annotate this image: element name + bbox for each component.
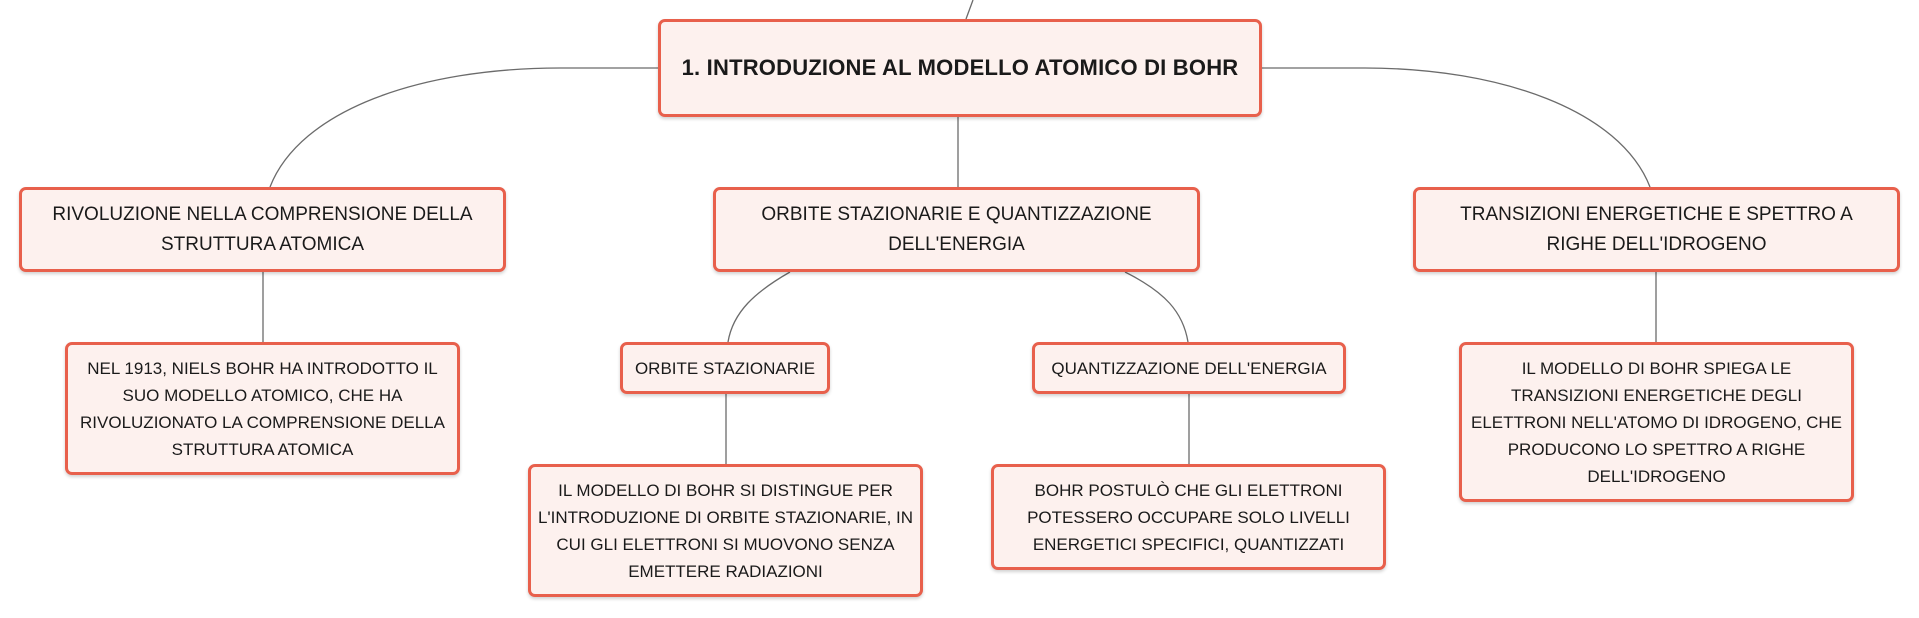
connector-branch-2-child-2 <box>1125 272 1188 342</box>
detail-text-stationary-orbits: IL MODELLO DI BOHR SI DISTINGUE PER L'INTRODUZIONE DI ORBITE STAZIONARIE, IN CUI GLI ELETTRONI SI MUOVONO SENZA EMETTERE RADIAZIONI <box>537 480 914 581</box>
detail-node-stationary-orbits[interactable] <box>528 464 923 597</box>
subtopic-node-energy-quantization[interactable] <box>1032 342 1346 394</box>
connector-branch-2-child-1 <box>728 272 790 342</box>
branch-label-structure: RIVOLUZIONE NELLA COMPRENSIONE DELLA STRUTTURA ATOMICA <box>52 203 473 255</box>
branch-node-transitions[interactable] <box>1413 187 1900 272</box>
subtopic-label-energy-quantization: QUANTIZZAZIONE DELL'ENERGIA <box>1051 358 1327 378</box>
branch-label-transitions: TRANSIZIONI ENERGETICHE E SPETTRO A RIGHE DELL'IDROGENO <box>1460 203 1853 255</box>
detail-node-structure[interactable] <box>65 342 460 475</box>
detail-text-structure: NEL 1913, NIELS BOHR HA INTRODOTTO IL SUO MODELLO ATOMICO, CHE HA RIVOLUZIONATO LA COMPRENSIONE DELLA STRUTTURA ATOMICA <box>80 358 445 459</box>
branch-node-structure[interactable] <box>19 187 506 272</box>
branch-label-orbits: ORBITE STAZIONARIE E QUANTIZZAZIONE DELL'ENERGIA <box>761 203 1152 255</box>
connector-root-branch-3 <box>1262 68 1650 187</box>
connector-root-branch-1 <box>270 68 663 187</box>
connector-incoming-root <box>966 0 973 19</box>
subtopic-label-stationary-orbits: ORBITE STAZIONARIE <box>634 358 816 378</box>
subtopic-node-stationary-orbits[interactable] <box>620 342 830 394</box>
root-node[interactable] <box>658 19 1262 117</box>
detail-node-energy-quantization[interactable] <box>991 464 1386 570</box>
detail-node-transitions[interactable] <box>1459 342 1854 502</box>
detail-text-transitions: IL MODELLO DI BOHR SPIEGA LE TRANSIZIONI ENERGETICHE DEGLI ELETTRONI NELL'ATOMO DI IDROGENO, CHE PRODUCONO LO SPETTRO A RIGHE DELL'IDROGENO <box>1470 358 1842 486</box>
root-title: 1. INTRODUZIONE AL MODELLO ATOMICO DI BOHR <box>681 55 1239 80</box>
detail-text-energy-quantization: BOHR POSTULÒ CHE GLI ELETTRONI POTESSERO OCCUPARE SOLO LIVELLI ENERGETICI SPECIFICI, QUANTIZZATI <box>1027 480 1350 554</box>
branch-node-orbits[interactable] <box>713 187 1200 272</box>
